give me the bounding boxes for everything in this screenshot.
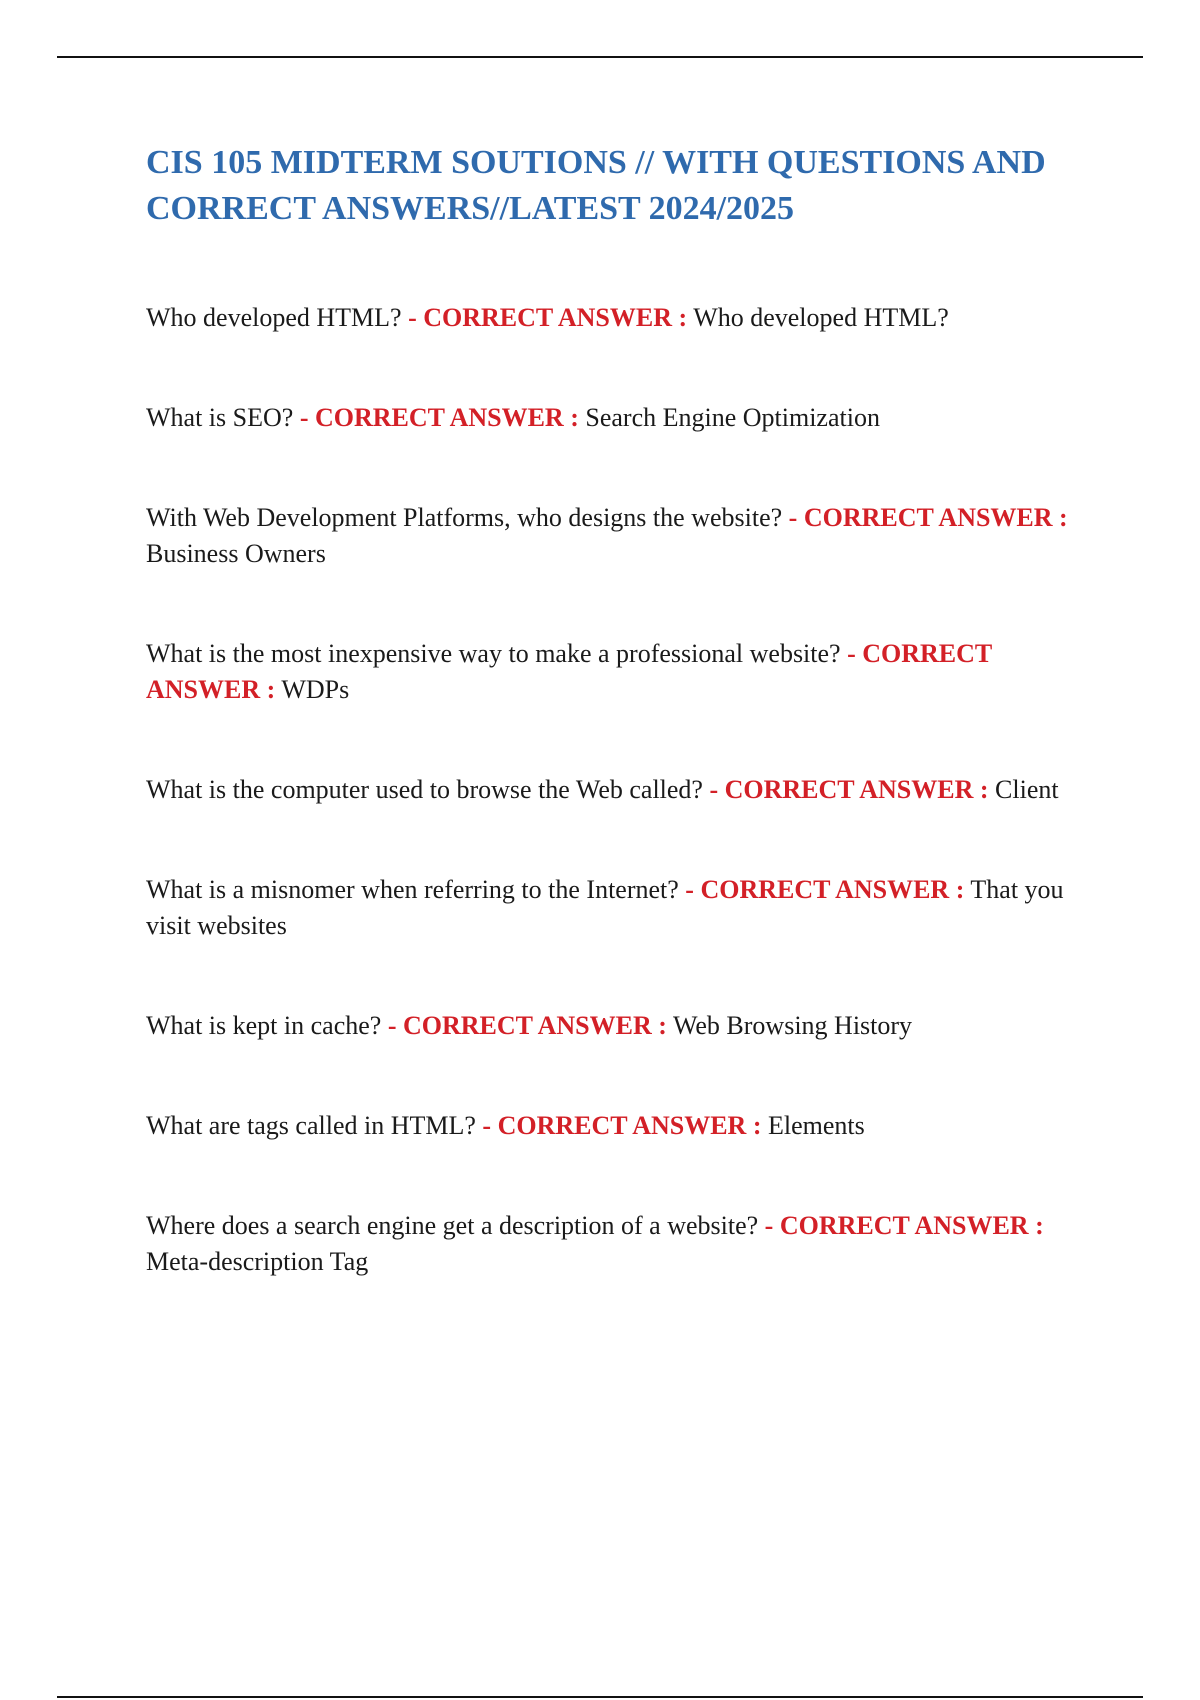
qa-item bbox=[146, 300, 1086, 336]
qa-list bbox=[146, 300, 1086, 1280]
qa-item bbox=[146, 1008, 1086, 1044]
correct-answer-marker: - CORRECT ANSWER : bbox=[709, 775, 989, 804]
correct-answer-marker: - CORRECT ANSWER : bbox=[146, 639, 992, 704]
correct-answer-marker: - CORRECT ANSWER : bbox=[299, 403, 579, 432]
question-text: What is a misnomer when referring to the Internet? bbox=[146, 875, 679, 904]
answer-text: Elements bbox=[767, 1111, 865, 1140]
question-text: What is kept in cache? bbox=[146, 1011, 382, 1040]
top-rule bbox=[57, 56, 1143, 58]
correct-answer-marker: - CORRECT ANSWER : bbox=[408, 303, 688, 332]
correct-answer-marker: - CORRECT ANSWER : bbox=[387, 1011, 667, 1040]
question-text: What are tags called in HTML? bbox=[146, 1111, 476, 1140]
document-body bbox=[146, 140, 1086, 1280]
correct-answer-marker: - CORRECT ANSWER : bbox=[685, 875, 965, 904]
answer-text: Meta-description Tag bbox=[146, 1247, 369, 1276]
question-text: What is the most inexpensive way to make a professional website? bbox=[146, 639, 841, 668]
qa-item bbox=[146, 772, 1086, 808]
correct-answer-marker: - CORRECT ANSWER : bbox=[482, 1111, 762, 1140]
answer-text: Web Browsing History bbox=[672, 1011, 913, 1040]
answer-text: Client bbox=[995, 775, 1059, 804]
answer-text: WDPs bbox=[281, 675, 350, 704]
answer-text: Business Owners bbox=[146, 539, 326, 568]
question-text: What is SEO? bbox=[146, 403, 294, 432]
answer-text: Who developed HTML? bbox=[693, 303, 949, 332]
qa-item bbox=[146, 500, 1086, 572]
document-title: CIS 105 MIDTERM SOUTIONS // WITH QUESTIONS AND CORRECT ANSWERS//LATEST 2024/2025 bbox=[146, 144, 1046, 227]
qa-item bbox=[146, 400, 1086, 436]
question-text: With Web Development Platforms, who designs the website? bbox=[146, 503, 783, 532]
qa-item bbox=[146, 872, 1086, 944]
answer-text: That you visit websites bbox=[146, 875, 1064, 940]
qa-item bbox=[146, 1108, 1086, 1144]
correct-answer-marker: - CORRECT ANSWER : bbox=[788, 503, 1068, 532]
qa-item bbox=[146, 636, 1086, 708]
answer-text: Search Engine Optimization bbox=[585, 403, 880, 432]
correct-answer-marker: - CORRECT ANSWER : bbox=[764, 1211, 1044, 1240]
bottom-rule bbox=[57, 1696, 1143, 1698]
question-text: Where does a search engine get a description of a website? bbox=[146, 1211, 759, 1240]
question-text: Who developed HTML? bbox=[146, 303, 402, 332]
question-text: What is the computer used to browse the Web called? bbox=[146, 775, 703, 804]
qa-item bbox=[146, 1208, 1086, 1280]
